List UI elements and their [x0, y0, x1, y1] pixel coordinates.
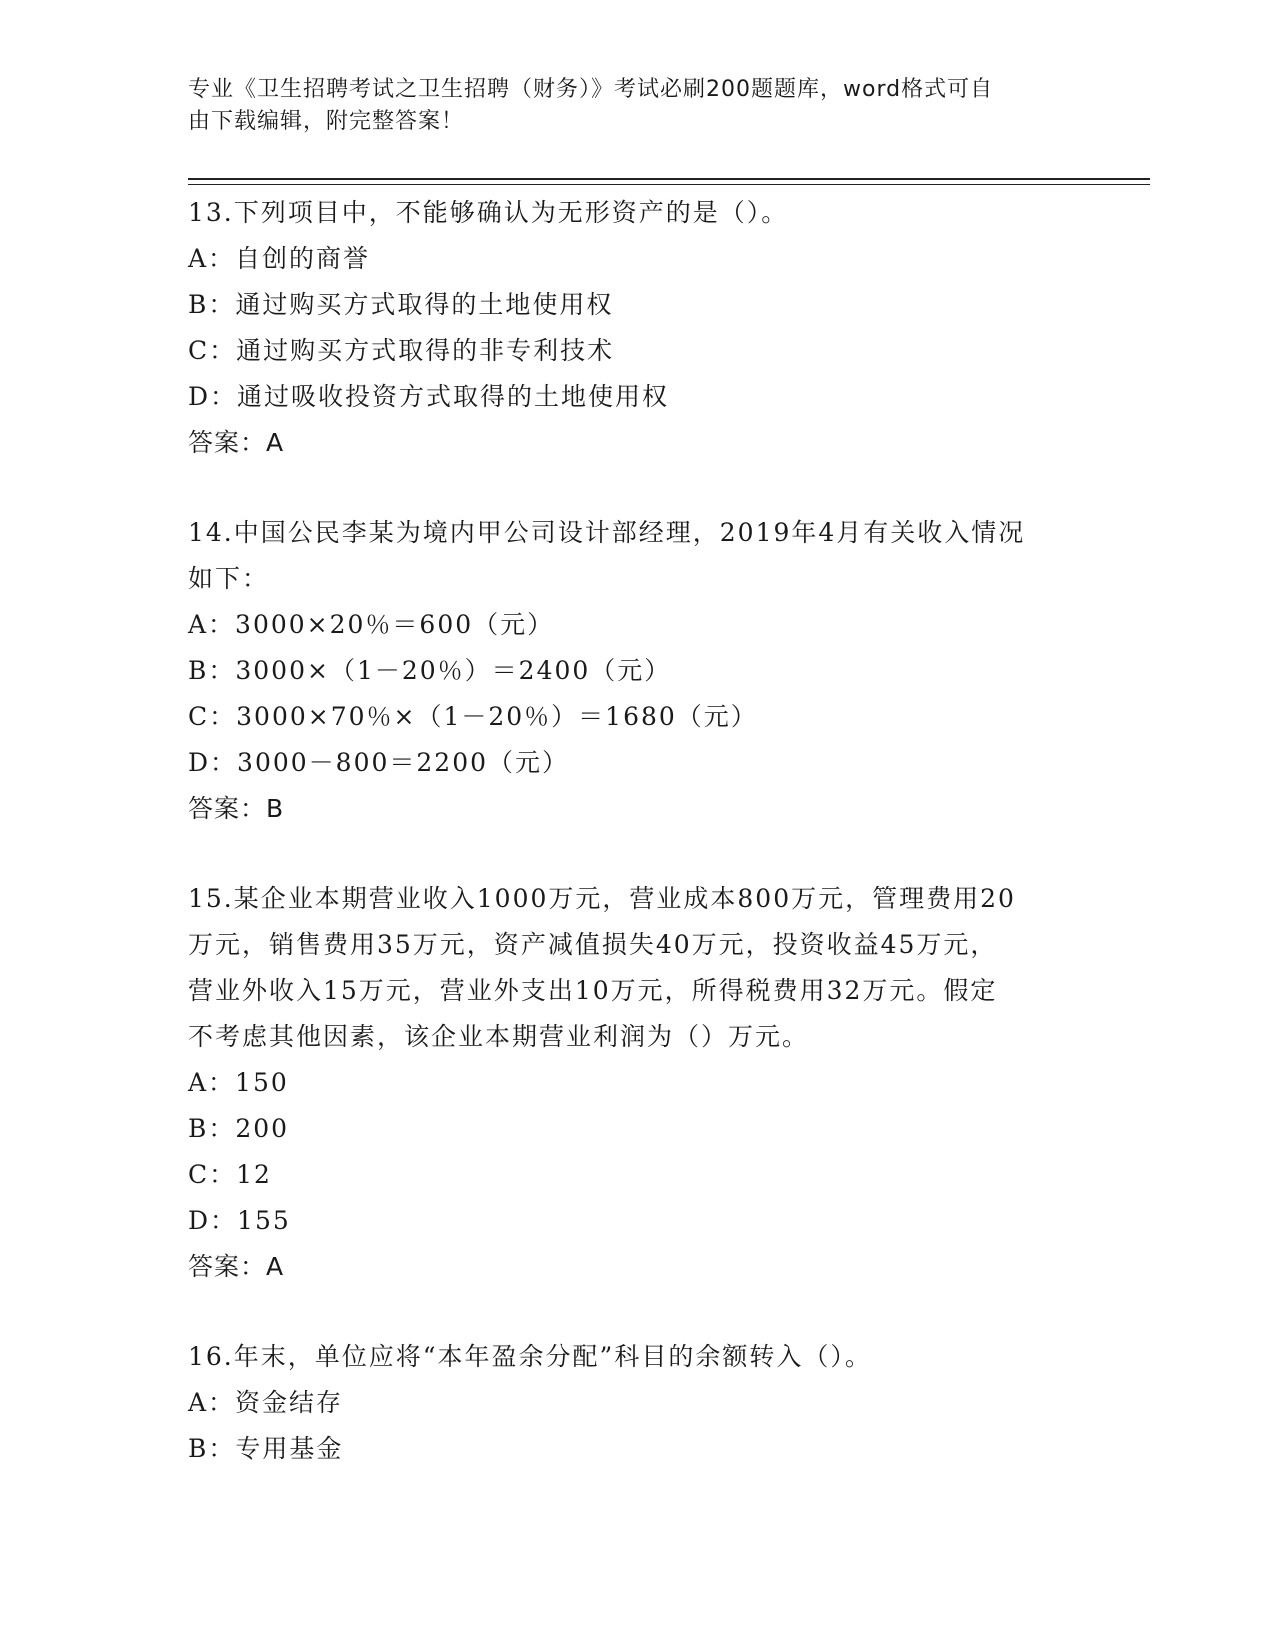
answer-label: 答案：A [188, 1252, 285, 1281]
question-stem: 如下： [188, 564, 270, 593]
question-stem: 13.下列项目中，不能够确认为无形资产的是（）。 [188, 198, 789, 227]
option-b: B：200 [188, 1114, 290, 1143]
question-15 [188, 876, 1088, 1290]
question-stem: 14.中国公民李某为境内甲公司设计部经理，2019年4月有关收入情况 [188, 518, 1026, 547]
option-c: C：12 [188, 1160, 272, 1189]
option-a: A：150 [188, 1068, 289, 1097]
answer-label: 答案：A [188, 428, 285, 457]
option-d: D：155 [188, 1206, 291, 1235]
question-14 [188, 510, 1088, 832]
option-b: B：通过购买方式取得的土地使用权 [188, 290, 614, 319]
question-stem: 15.某企业本期营业收入1000万元，营业成本800万元，管理费用20 [188, 884, 1016, 913]
question-stem: 不考虑其他因素，该企业本期营业利润为（）万元。 [188, 1022, 810, 1051]
question-stem: 万元，销售费用35万元，资产减值损失40万元，投资收益45万元， [188, 930, 998, 959]
question-16 [188, 1334, 1088, 1472]
header-line-1: 专业《卫生招聘考试之卫生招聘（财务）》考试必刷200题题库，word格式可自 [188, 77, 994, 102]
option-b: B：专用基金 [188, 1434, 344, 1463]
answer-label: 答案：B [188, 794, 285, 823]
header-divider-thick [188, 178, 1150, 180]
option-a: A：资金结存 [188, 1388, 344, 1417]
option-d: D：通过吸收投资方式取得的土地使用权 [188, 382, 670, 411]
question-13 [188, 190, 1088, 466]
option-a: A：3000×20％＝600（元） [188, 610, 555, 639]
question-stem: 营业外收入15万元，营业外支出10万元，所得税费用32万元。假定 [188, 976, 998, 1005]
option-c: C：通过购买方式取得的非专利技术 [188, 336, 615, 365]
question-list [188, 190, 1088, 1472]
option-c: C：3000×70％×（1－20％）＝1680（元） [188, 702, 758, 731]
option-d: D：3000－800＝2200（元） [188, 748, 570, 777]
question-stem: 16.年末，单位应将“本年盈余分配”科目的余额转入（）。 [188, 1342, 872, 1371]
header-divider-thin [188, 184, 1150, 185]
document-header [188, 74, 1088, 138]
header-line-2: 由下载编辑，附完整答案！ [188, 109, 465, 134]
option-a: A：自创的商誉 [188, 244, 371, 273]
option-b: B：3000×（1－20％）＝2400（元） [188, 656, 672, 685]
